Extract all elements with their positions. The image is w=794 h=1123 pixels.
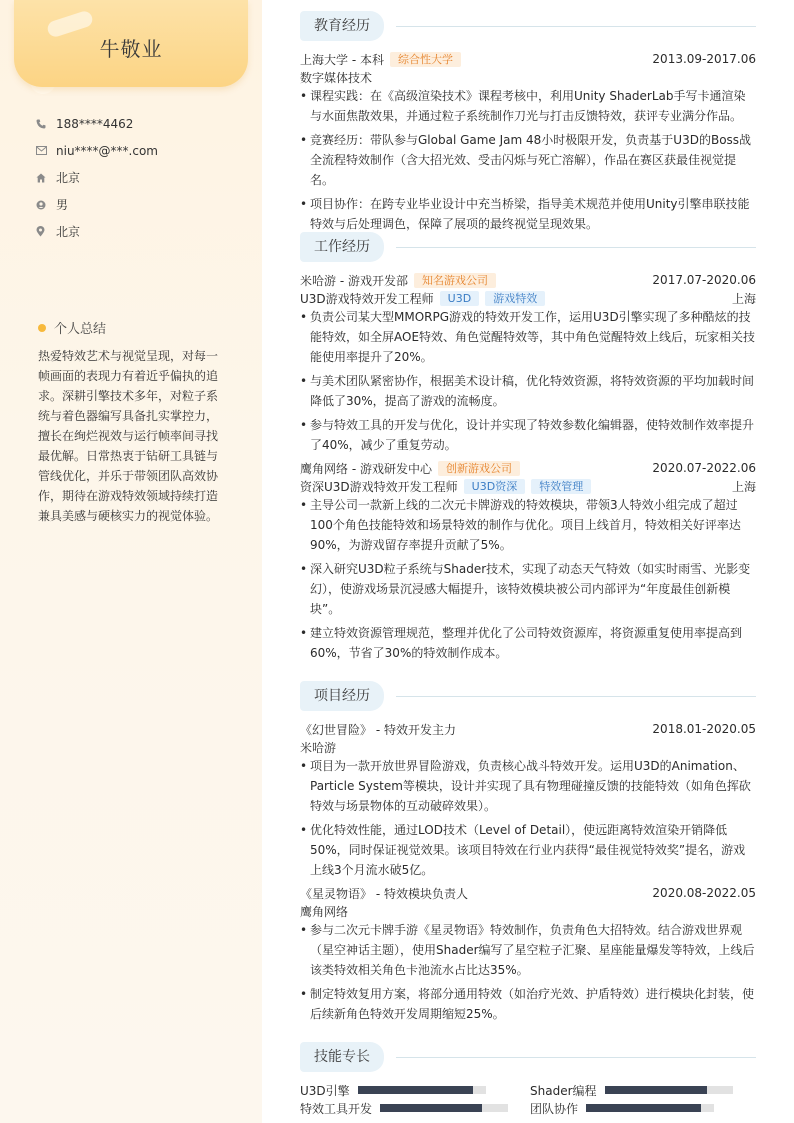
job-bullets (300, 495, 756, 667)
education-period: 2013.09-2017.06 (652, 52, 756, 66)
job-role-row (300, 477, 756, 495)
project-bullets (300, 756, 756, 884)
skills-section-heading (300, 1042, 756, 1072)
company-tag: 创新游戏公司 (438, 461, 520, 476)
section-title: 教育经历 (300, 11, 384, 41)
project-bullets (300, 920, 756, 1028)
contact-location (36, 218, 158, 245)
role-tag: U3D资深 (464, 479, 526, 494)
mail-icon (36, 146, 56, 155)
school-name: 上海大学 - 本科 (300, 52, 384, 67)
list-item: • 项目协作：在跨专业毕业设计中充当桥梁，指导美术规范并使用Unity引擎串联技能特效与后处理调色，保障了展项的最终视觉呈现效果。 (300, 194, 756, 234)
job-period: 2020.07-2022.06 (652, 461, 756, 475)
gender-icon (36, 200, 56, 210)
divider (396, 26, 756, 27)
skill-item (300, 1082, 486, 1098)
company-name: 鹰角网络 - 游戏研发中心 (300, 461, 432, 476)
list-item: • 竞赛经历：带队参与Global Game Jam 48小时极限开发，负责基于U3D的Boss战全流程特效制作（含大招光效、受击闪烁与死亡溶解），作品在赛区获最佳视觉提名。 (300, 130, 756, 190)
job-header (300, 459, 756, 477)
name-card (14, 0, 248, 87)
skill-bar (380, 1104, 508, 1112)
projects-section-heading (300, 681, 756, 711)
project-company: 鹰角网络 (300, 904, 349, 919)
section-title: 项目经历 (300, 681, 384, 711)
skill-name: Shader编程 (530, 1083, 597, 1098)
job-header (300, 271, 756, 289)
list-item: • 深入研究U3D粒子系统与Shader技术，实现了动态天气特效（如实时雨雪、光影变幻），使游戏场景沉浸感大幅提升，该特效模块被公司内部评为“年度最佳创新模块”。 (300, 559, 756, 619)
divider (396, 247, 756, 248)
skill-bar-fill (586, 1104, 701, 1112)
contact-gender (36, 191, 158, 218)
job-role: 资深U3D游戏特效开发工程师 (300, 479, 458, 494)
skill-bar (358, 1086, 486, 1094)
location-icon (36, 226, 56, 237)
list-item: • 课程实践：在《高级渲染技术》课程考核中，利用Unity ShaderLab手写卡通渲染与水面焦散效果，并通过粒子系统制作刀光与打击反馈特效，获评专业满分作品。 (300, 86, 756, 126)
skill-bar (605, 1086, 733, 1094)
job-city: 上海 (731, 291, 756, 306)
school-tag: 综合性大学 (390, 52, 461, 67)
list-item: • 项目为一款开放世界冒险游戏，负责核心战斗特效开发。运用U3D的Animation、Particle System等模块，设计并实现了具有物理碰撞反馈的技能特效（如角色挥砍特效与场景物体的互动破碎效果）。 (300, 756, 756, 816)
skill-item (530, 1100, 714, 1116)
list-item: • 与美术团队紧密协作，根据美术设计稿，优化特效资源，将特效资源的平均加载时间降低了30%，提高了游戏的流畅度。 (300, 371, 756, 411)
skill-name: 特效工具开发 (300, 1101, 373, 1116)
job-role: U3D游戏特效开发工程师 (300, 291, 434, 306)
job-period: 2017.07-2020.06 (652, 273, 756, 287)
project-company-row (300, 738, 756, 756)
project-period: 2018.01-2020.05 (652, 722, 756, 736)
divider (396, 696, 756, 697)
project-company: 米哈游 (300, 740, 337, 755)
project-header (300, 720, 756, 738)
list-item: • 参与特效工具的开发与优化，设计并实现了特效参数化编辑器，使特效制作效率提升了40%，减少了重复劳动。 (300, 415, 756, 455)
project-period: 2020.08-2022.05 (652, 886, 756, 900)
summary-heading (38, 318, 106, 337)
list-item: • 优化特效性能，通过LOD技术（Level of Detail），使远距离特效渲染开销降低50%，同时保证视觉效果。该项目特效在行业内获得“最佳视觉特效奖”提名，游戏上线3个月流水破5亿。 (300, 820, 756, 880)
company-tag: 知名游戏公司 (414, 273, 496, 288)
residence-text: 北京 (56, 171, 81, 185)
job-bullets (300, 307, 756, 459)
skill-name: U3D引擎 (300, 1083, 350, 1098)
email-text: niu****@***.com (56, 143, 158, 158)
list-item: • 负责公司某大型MMORPG游戏的特效开发工作，运用U3D引擎实现了多种酷炫的技能特效，如全屏AOE特效、角色觉醒特效等，其中角色觉醒特效上线后，玩家相关技能使用率提升了20%。 (300, 307, 756, 367)
major: 数字媒体技术 (300, 70, 373, 85)
divider (396, 1057, 756, 1058)
job-role-row (300, 289, 756, 307)
section-title: 技能专长 (300, 1042, 384, 1072)
gender-text: 男 (56, 198, 69, 212)
company-name: 米哈游 - 游戏开发部 (300, 273, 408, 288)
skill-name: 团队协作 (530, 1101, 579, 1116)
contact-residence (36, 164, 158, 191)
contact-list (36, 110, 158, 245)
skill-bar (586, 1104, 714, 1112)
location-text: 北京 (56, 225, 81, 239)
role-tag: 游戏特效 (485, 291, 545, 306)
education-section-heading (300, 11, 756, 41)
list-item: • 制定特效复用方案，将部分通用特效（如治疗光效、护盾特效）进行模块化封装，使后续新角色特效开发周期缩短25%。 (300, 984, 756, 1024)
skill-item (530, 1082, 733, 1098)
list-item: • 建立特效资源管理规范，整理并优化了公司特效资源库，将资源重复使用率提高到60%，节省了30%的特效制作成本。 (300, 623, 756, 663)
summary-title: 个人总结 (54, 322, 107, 337)
skill-bar-fill (380, 1104, 482, 1112)
education-header (300, 50, 756, 68)
section-title: 工作经历 (300, 232, 384, 262)
work-section-heading (300, 232, 756, 262)
project-name: 《星灵物语》 - 特效模块负责人 (300, 886, 468, 901)
project-name: 《幻世冒险》 - 特效开发主力 (300, 722, 456, 737)
contact-email (36, 137, 158, 164)
skill-bar-fill (358, 1086, 473, 1094)
phone-icon (36, 119, 56, 129)
project-header (300, 884, 756, 902)
home-icon (36, 173, 56, 183)
summary-text: 热爱特效艺术与视觉呈现，对每一帧画面的表现力有着近乎偏执的追求。深耕引擎技术多年，对粒子系统与着色器编写具备扎实掌控力，擅长在绚烂视效与运行帧率间寻找最优解。日常热衷于钻研工具链与管线优化，并乐于带领团队高效协作，期待在游戏特效领域持续打造兼具美感与硬核实力的视觉体验。 (38, 349, 219, 523)
skill-bar-fill (605, 1086, 707, 1094)
phone-text: 188****4462 (56, 116, 134, 131)
role-tag: 特效管理 (531, 479, 591, 494)
role-tag: U3D (440, 291, 480, 306)
list-item: • 参与二次元卡牌手游《星灵物语》特效制作，负责角色大招特效。结合游戏世界观（星空神话主题），使用Shader编写了星空粒子汇聚、星座能量爆发等特效，上线后该类特效相关角色卡池流水占比达35%。 (300, 920, 756, 980)
candidate-name: 牛敬业 (99, 37, 163, 61)
education-major-row (300, 68, 756, 86)
education-bullets (300, 86, 756, 238)
contact-phone (36, 110, 158, 137)
project-company-row (300, 902, 756, 920)
job-city: 上海 (731, 479, 756, 494)
bullet-dot-icon (38, 324, 46, 332)
sidebar (0, 0, 262, 1123)
list-item: • 主导公司一款新上线的二次元卡牌游戏的特效模块，带领3人特效小组完成了超过100个角色技能特效和场景特效的制作与优化。项目上线首月，特效相关好评率达90%，为游戏留存率提升贡献了5%。 (300, 495, 756, 555)
skill-item (300, 1100, 508, 1116)
